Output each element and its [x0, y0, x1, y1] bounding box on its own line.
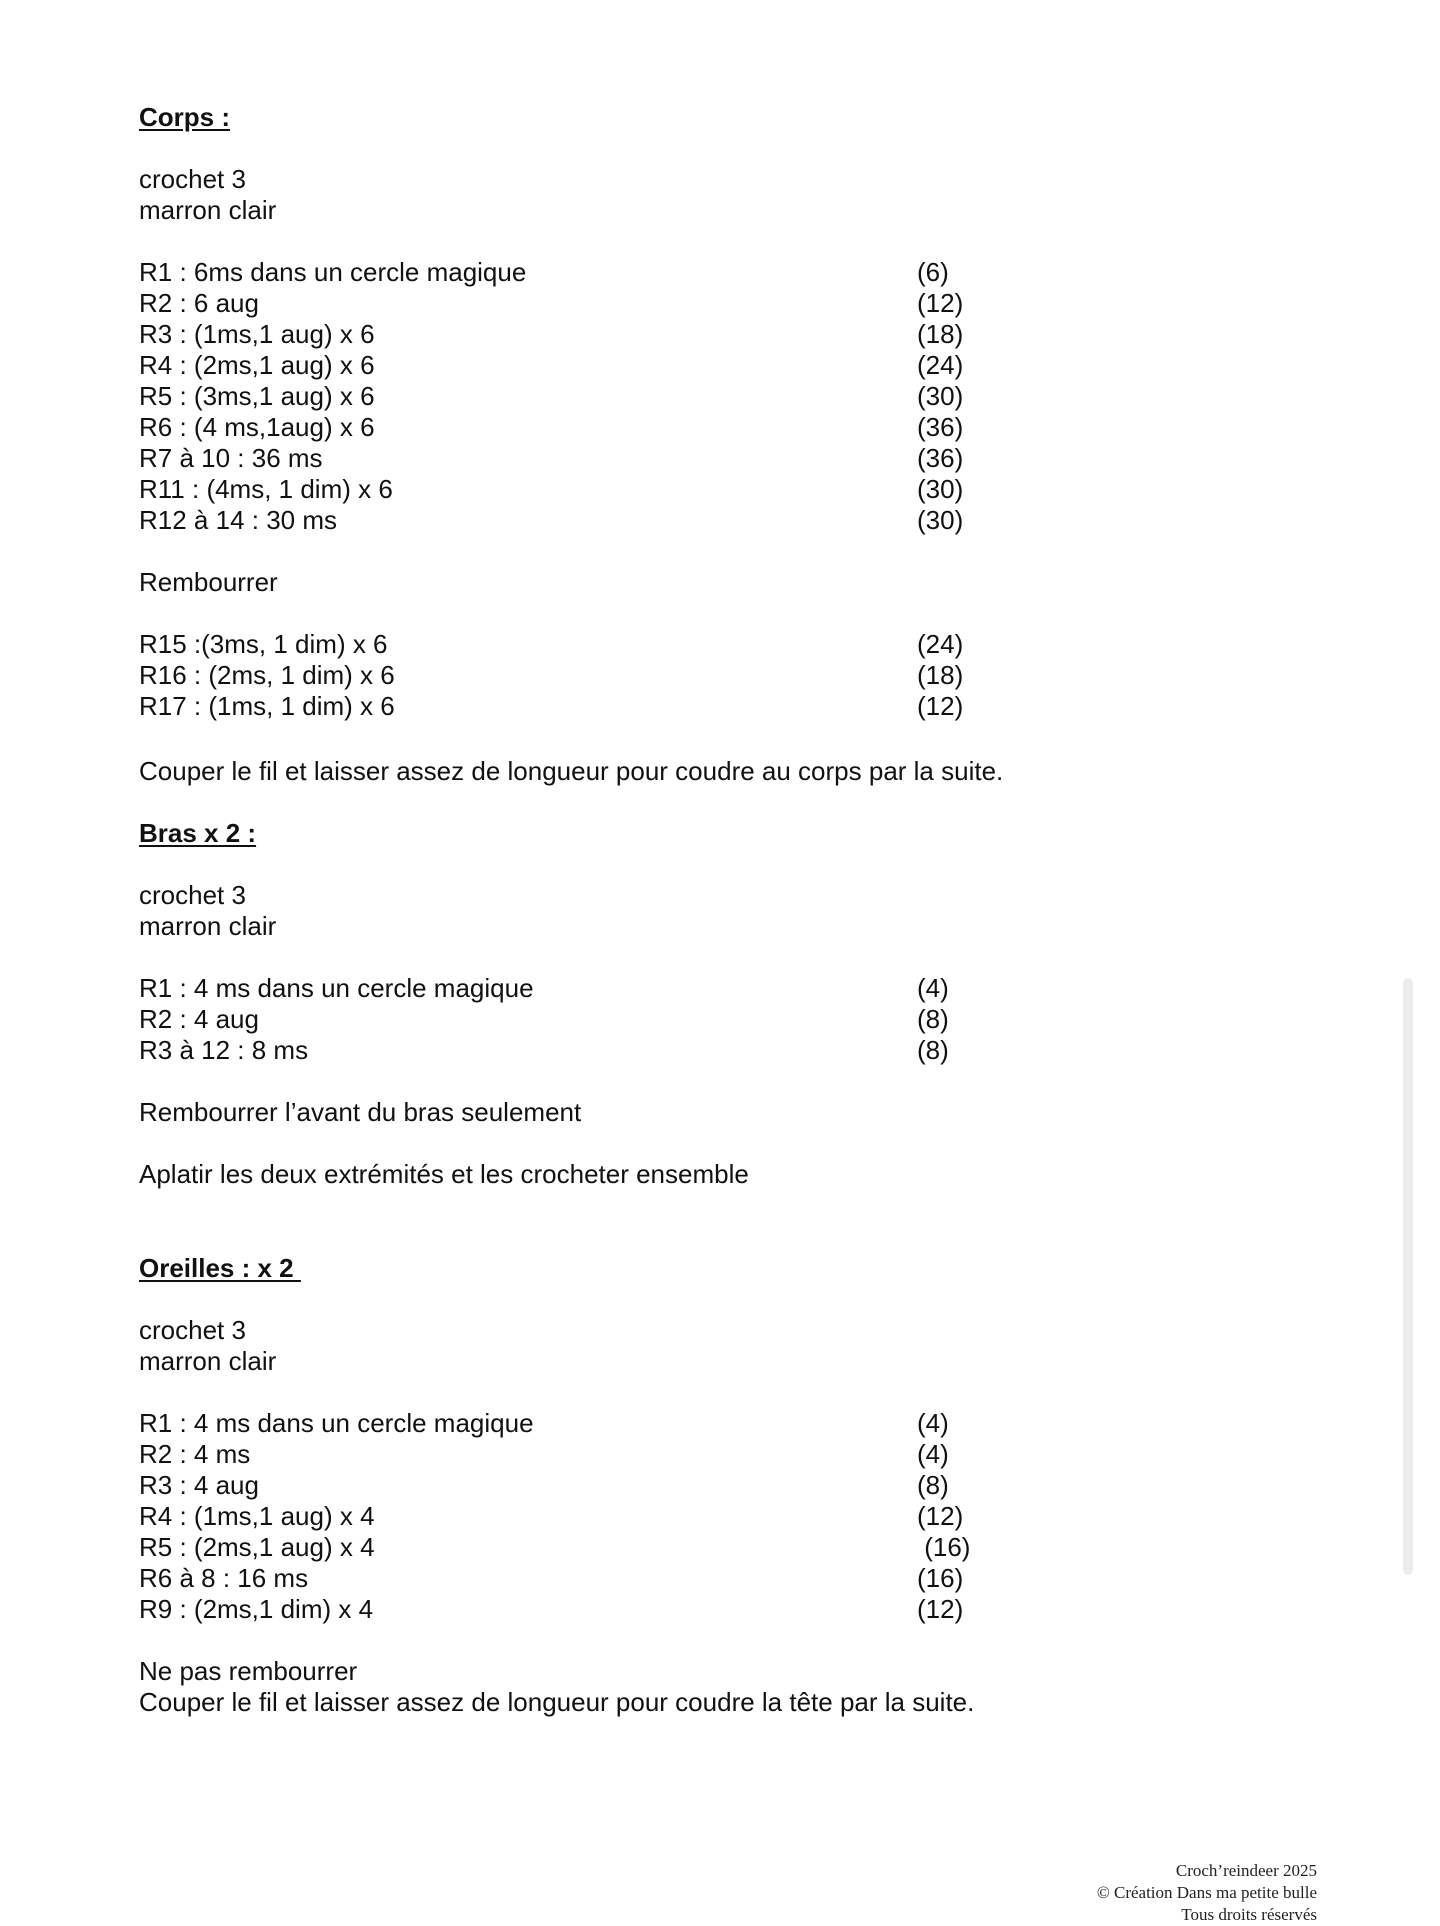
pattern-row: [139, 350, 1319, 381]
vertical-scrollbar[interactable]: [1403, 978, 1413, 1575]
stitch-count: (16): [917, 1563, 964, 1593]
row-instruction: R2 : 4 ms: [139, 1439, 251, 1469]
stitch-count: (36): [917, 443, 964, 473]
pattern-row: [139, 257, 1319, 288]
stitch-count: (36): [917, 412, 964, 442]
copyright-footer: [1097, 1860, 1317, 1926]
pattern-row: [139, 474, 1319, 505]
stitch-count: (8): [917, 1004, 949, 1034]
pattern-row: [139, 1470, 1319, 1501]
section-heading-bras: Bras x 2 :: [139, 818, 257, 848]
hook-size: crochet 3: [139, 1315, 246, 1345]
instruction-note: Couper le fil et laisser assez de longueur pour coudre la tête par la suite.: [139, 1687, 975, 1717]
row-instruction: R15 :(3ms, 1 dim) x 6: [139, 629, 388, 659]
row-instruction: R3 : (1ms,1 aug) x 6: [139, 319, 375, 349]
stitch-count: (4): [917, 973, 949, 1003]
stitch-count: (30): [917, 381, 964, 411]
instruction-note: Aplatir les deux extrémités et les crocheter ensemble: [139, 1159, 749, 1189]
pattern-row: [139, 443, 1319, 474]
pattern-row: [139, 412, 1319, 443]
pattern-row: [139, 1563, 1319, 1594]
row-instruction: R2 : 4 aug: [139, 1004, 259, 1034]
yarn-color: marron clair: [139, 911, 277, 941]
row-instruction: R6 : (4 ms,1aug) x 6: [139, 412, 375, 442]
stitch-count: (30): [917, 505, 964, 535]
stitch-count: (24): [917, 350, 964, 380]
stitch-count: (24): [917, 629, 964, 659]
hook-size: crochet 3: [139, 880, 246, 910]
stitch-count: (4): [917, 1439, 949, 1469]
pattern-row: [139, 629, 1319, 660]
instruction-note: Ne pas rembourrer: [139, 1656, 358, 1686]
row-instruction: R11 : (4ms, 1 dim) x 6: [139, 474, 393, 504]
pattern-row: [139, 973, 1319, 1004]
pattern-row: [139, 691, 1319, 722]
pattern-row: [139, 319, 1319, 350]
row-instruction: R5 : (3ms,1 aug) x 6: [139, 381, 375, 411]
stitch-count: (30): [917, 474, 964, 504]
pattern-row: [139, 1439, 1319, 1470]
row-instruction: R7 à 10 : 36 ms: [139, 443, 323, 473]
row-instruction: R3 à 12 : 8 ms: [139, 1035, 309, 1065]
stitch-count: (12): [917, 1594, 964, 1624]
stitch-count: (6): [917, 257, 949, 287]
row-instruction: R4 : (1ms,1 aug) x 4: [139, 1501, 375, 1531]
yarn-color: marron clair: [139, 1346, 277, 1376]
instruction-note: Couper le fil et laisser assez de longueur pour coudre au corps par la suite.: [139, 756, 1004, 786]
row-instruction: R6 à 8 : 16 ms: [139, 1563, 309, 1593]
stitch-count: (12): [917, 1501, 964, 1531]
row-instruction: R4 : (2ms,1 aug) x 6: [139, 350, 375, 380]
pattern-row: [139, 288, 1319, 319]
instruction-note: Rembourrer l’avant du bras seulement: [139, 1097, 582, 1127]
pattern-row: [139, 1408, 1319, 1439]
pattern-content: [139, 102, 1319, 1718]
stitch-count: (18): [917, 319, 964, 349]
section-heading-oreilles: Oreilles : x 2: [139, 1253, 301, 1283]
row-instruction: R5 : (2ms,1 aug) x 4: [139, 1532, 375, 1562]
pattern-row: [139, 1035, 1319, 1066]
yarn-color: marron clair: [139, 195, 277, 225]
row-instruction: R1 : 4 ms dans un cercle magique: [139, 973, 534, 1003]
stitch-count: (12): [917, 691, 964, 721]
footer-creator: © Création Dans ma petite bulle: [1096, 1883, 1317, 1902]
footer-title: Croch’reindeer 2025: [1175, 1861, 1317, 1880]
footer-rights: Tous droits réservés: [1181, 1905, 1317, 1924]
row-instruction: R9 : (2ms,1 dim) x 4: [139, 1594, 374, 1624]
pattern-row: [139, 1532, 1319, 1563]
stitch-count: (16): [917, 1532, 971, 1562]
row-instruction: R17 : (1ms, 1 dim) x 6: [139, 691, 395, 721]
hook-size: crochet 3: [139, 164, 246, 194]
pattern-row: [139, 1594, 1319, 1625]
instruction-note: Rembourrer: [139, 567, 278, 597]
row-instruction: R2 : 6 aug: [139, 288, 259, 318]
row-instruction: R1 : 6ms dans un cercle magique: [139, 257, 527, 287]
pattern-row: [139, 660, 1319, 691]
stitch-count: (4): [917, 1408, 949, 1438]
pattern-row: [139, 1501, 1319, 1532]
stitch-count: (8): [917, 1035, 949, 1065]
stitch-count: (18): [917, 660, 964, 690]
row-instruction: R1 : 4 ms dans un cercle magique: [139, 1408, 534, 1438]
pattern-row: [139, 1004, 1319, 1035]
row-instruction: R3 : 4 aug: [139, 1470, 259, 1500]
stitch-count: (8): [917, 1470, 949, 1500]
pattern-row: [139, 505, 1319, 536]
section-heading-corps: Corps :: [139, 102, 230, 132]
pattern-row: [139, 381, 1319, 412]
row-instruction: R12 à 14 : 30 ms: [139, 505, 337, 535]
row-instruction: R16 : (2ms, 1 dim) x 6: [139, 660, 395, 690]
stitch-count: (12): [917, 288, 964, 318]
